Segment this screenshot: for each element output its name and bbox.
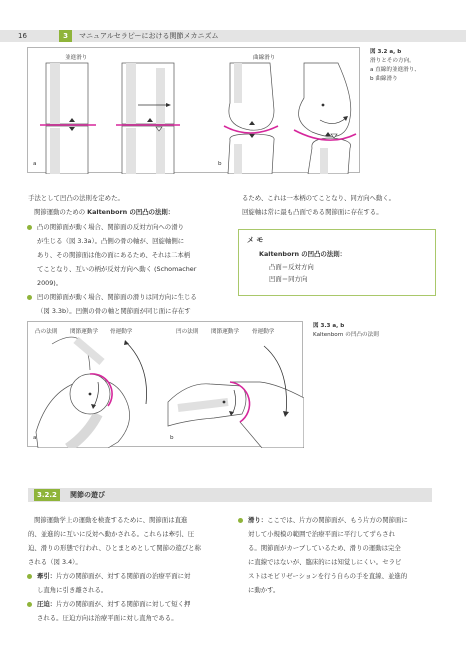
figure-3-3-caption-title: 図 3.3 a, b <box>313 323 345 329</box>
fig33-b-label-2: 関節運動学 <box>211 329 239 335</box>
fig33-b-label-1: 凹の法則 <box>176 329 199 335</box>
bullet-point <box>27 225 32 230</box>
memo-rule-2: 凹面＝同方向 <box>269 275 308 283</box>
section-body-line: 迫、滑りの形態で行われ、ひとまとめとして関節の遊びと称 <box>28 544 201 552</box>
fig33-a-label-1: 凸の法則 <box>35 329 58 335</box>
bullet-line: 2009)。 <box>37 279 63 287</box>
bullet-line <box>37 598 190 610</box>
bullet-point <box>27 574 32 579</box>
figure-3-3-caption-line: Kaltenborn の凹凸の法則 <box>313 332 379 338</box>
bullet-line: に直線ではないが、臨床的には知覚しにくい。セラピ <box>248 558 402 566</box>
memo-rule-1: 凸面＝反対方向 <box>269 263 314 271</box>
memo-box <box>238 229 436 296</box>
body-bold-text: Kaltenborn の凹凸の法則： <box>87 208 175 216</box>
term-glide: 滑り： <box>248 516 268 524</box>
figure-3-3 <box>27 321 303 447</box>
body-line <box>34 206 174 218</box>
panel-a-letter: a <box>33 161 37 167</box>
panel-b-title: 曲線滑り <box>253 55 276 61</box>
figure-3-2-caption-line-2: a 直線的並進滑り、 <box>370 67 420 73</box>
bullet-text: ここでは、片方の関節面が、もう片方の関節面に <box>267 516 408 524</box>
figure-3-2-caption-line-1: 滑りとその方向。 <box>370 58 415 64</box>
section-title: 関節の遊び <box>70 491 105 499</box>
chapter-number-badge: 3 <box>59 30 72 42</box>
bullet-line: （図 3.3b）。凹側の骨の軸と関節面が同じ面に存在す <box>37 307 191 315</box>
translational-glide-illustration <box>28 48 361 174</box>
body-line: 手法として凹凸の法則を定めた。 <box>28 194 124 202</box>
bullet-line: 凹の関節面が動く場合、関節面の滑りは同方向に生じる <box>37 293 197 301</box>
figure-3-2-caption-title: 図 3.2 a, b <box>370 49 402 55</box>
bullet-text: 片方の関節面が、対する関節面に対して短く押 <box>56 600 191 608</box>
fig33-a-label-2: 関節運動学 <box>70 329 98 335</box>
bullet-line: あり、その関節面は他の面にあるため、それは二本柄 <box>37 251 191 259</box>
bullet-point <box>238 518 243 523</box>
bullet-line: し直角に引き離される。 <box>37 586 108 594</box>
body-text: 関節運動のための <box>34 208 88 216</box>
bullet-line <box>37 570 190 582</box>
memo-title: メ モ <box>247 236 264 244</box>
panel-b-letter: b <box>218 161 222 167</box>
bullet-text: 片方の関節面が、対する関節面の治療平面に対 <box>56 572 191 580</box>
section-number: 3.2.2 <box>34 489 60 501</box>
chapter-title: マニュアルセラピーにおける関節メカニズム <box>79 32 219 40</box>
body-line: 回旋軸は常に最も凸面である関節面に存在する。 <box>242 208 383 216</box>
bullet-line: が生じる（図 3.3a）。凸側の骨の軸が、回旋軸側に <box>37 237 185 245</box>
section-body-line: 関節運動学上の運動を検査するために、関節面は直進 <box>34 516 188 524</box>
bullet-point <box>27 602 32 607</box>
fig33-panel-b-letter: b <box>170 435 174 441</box>
fig33-b-label-3: 骨運動学 <box>252 329 275 335</box>
fig33-panel-a-letter: a <box>33 435 37 441</box>
panel-a-bones <box>46 63 174 174</box>
section-body-line: される（図 3.4）。 <box>28 558 82 566</box>
bullet-line: される。圧迫方向は治療平面に対し直角である。 <box>37 614 178 622</box>
term-compression: 圧迫： <box>37 600 57 608</box>
section-body-line: 的、並進的に互いに反対へ動かされる。これらは牽引、圧 <box>28 530 195 538</box>
bullet-line: 対して小規模の範囲で治療平面に平行してずらされ <box>248 530 395 538</box>
bullet-line: る。関節面がカーブしているため、滑りの運動は完全 <box>248 544 401 552</box>
term-traction: 牽引： <box>37 572 57 580</box>
bullet-line <box>248 514 408 526</box>
bullet-line: てことなり、互いの柄が反対方向へ動く (Schomacher <box>37 265 197 273</box>
bullet-line: ストはモビリゼーションを行う自らの手を直線、並進的 <box>248 572 408 580</box>
page-number: 16 <box>18 32 27 40</box>
figure-3-2-caption-line-3: b 曲線滑り <box>370 76 398 82</box>
bullet-line: に動かす。 <box>248 586 280 594</box>
memo-rule-title: Kaltenborn の凹凸の法則： <box>259 250 347 258</box>
fig33-a-label-3: 骨運動学 <box>110 329 133 335</box>
panel-a-title: 並進滑り <box>65 55 88 61</box>
figure-3-2 <box>27 47 360 173</box>
bullet-point <box>27 295 32 300</box>
bullet-line: 凸の関節面が動く場合、関節面の反対方向への滑り <box>37 223 184 231</box>
convex-concave-rule-illustration <box>28 322 304 448</box>
body-line: るため、これは一本柄のてことなり、同方向へ動く。 <box>242 194 395 202</box>
